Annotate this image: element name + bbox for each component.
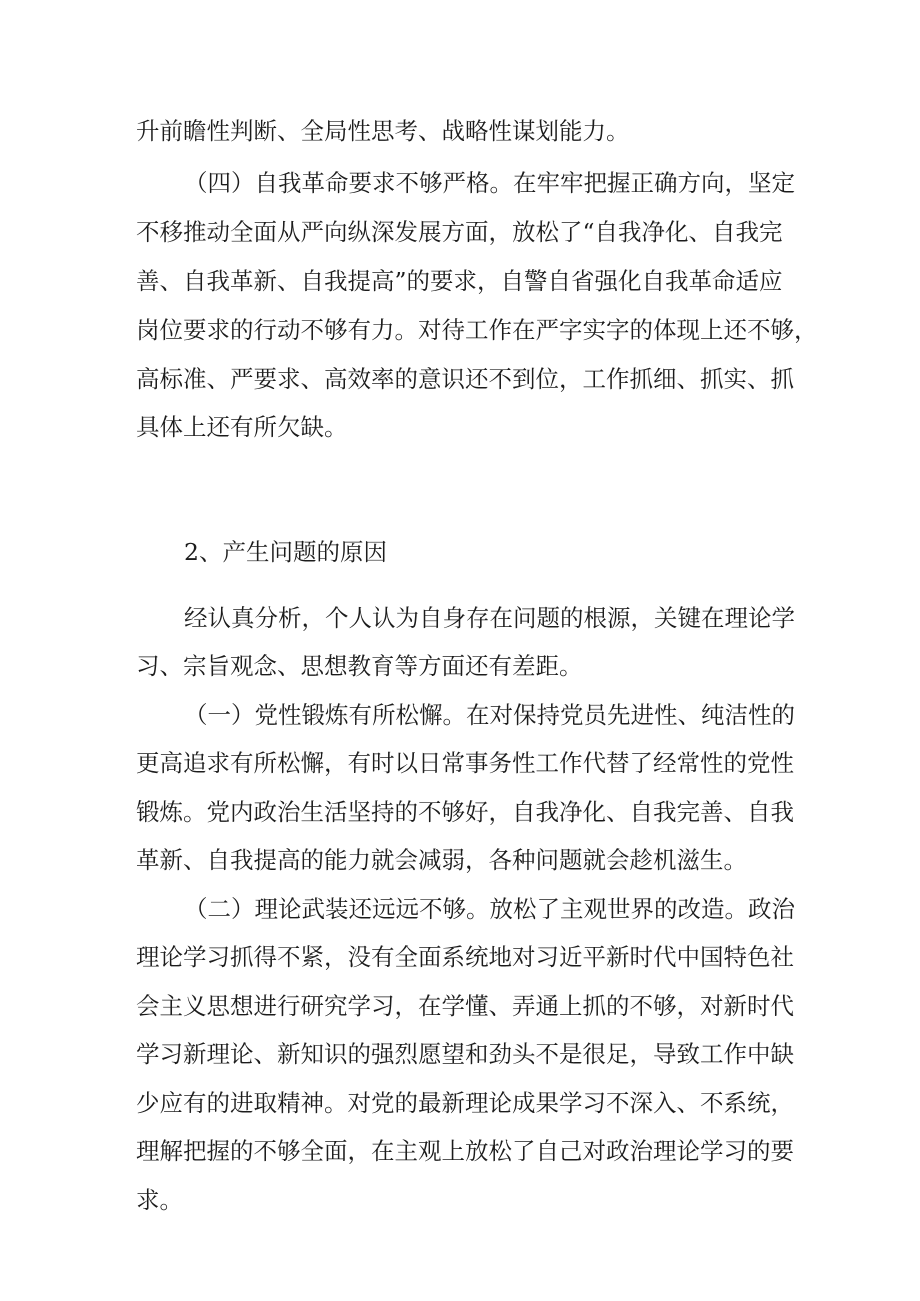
paragraph-line: 学习新理论、新知识的强烈愿望和劲头不是很足，导致工作中缺: [136, 1040, 794, 1068]
paragraph-line: 求。: [136, 1186, 183, 1214]
paragraph-line: （四）自我革命要求不够严格。在牢牢把握正确方向，坚定: [184, 169, 795, 197]
paragraph-line: 少应有的进取精神。对党的最新理论成果学习不深入、不系统，: [136, 1089, 794, 1117]
paragraph-line: 经认真分析，个人认为自身存在问题的根源，关键在理论学: [184, 604, 795, 632]
paragraph-line: 更高追求有所松懈，有时以日常事务性工作代替了经常性的党性: [136, 749, 794, 777]
paragraph-line: 会主义思想进行研究学习，在学懂、弄通上抓的不够，对新时代: [136, 992, 794, 1020]
paragraph-line: 具体上还有所欠缺。: [136, 413, 348, 441]
paragraph-line: 锻炼。党内政治生活坚持的不够好，自我净化、自我完善、自我: [136, 798, 794, 826]
paragraph-line: 升前瞻性判断、全局性思考、战略性谋划能力。: [136, 117, 630, 145]
paragraph-line: （一）党性锻炼有所松懈。在对保持党员先进性、纯洁性的: [184, 701, 795, 729]
paragraph-line: 理论学习抓得不紧，没有全面系统地对习近平新时代中国特色社: [136, 943, 794, 971]
section-heading: 2、产生问题的原因: [184, 538, 387, 566]
paragraph-line: 革新、自我提高的能力就会减弱，各种问题就会趁机滋生。: [136, 846, 747, 874]
paragraph-line: 善、自我革新、自我提高”的要求，自警自省强化自我革命适应: [136, 267, 783, 295]
paragraph-line: 理解把握的不够全面，在主观上放松了自己对政治理论学习的要: [136, 1137, 794, 1165]
paragraph-line: 习、宗旨观念、思想教育等方面还有差距。: [136, 652, 583, 680]
paragraph-line: 高标准、严要求、高效率的意识还不到位，工作抓细、抓实、抓: [136, 365, 794, 393]
paragraph-line: 岗位要求的行动不够有力。对待工作在严字实字的体现上还不够，: [136, 316, 818, 344]
paragraph-line: （二）理论武装还远远不够。放松了主观世界的改造。政治: [184, 895, 795, 923]
paragraph-line: 不移推动全面从严向纵深发展方面，放松了“自我净化、自我完: [136, 218, 783, 246]
